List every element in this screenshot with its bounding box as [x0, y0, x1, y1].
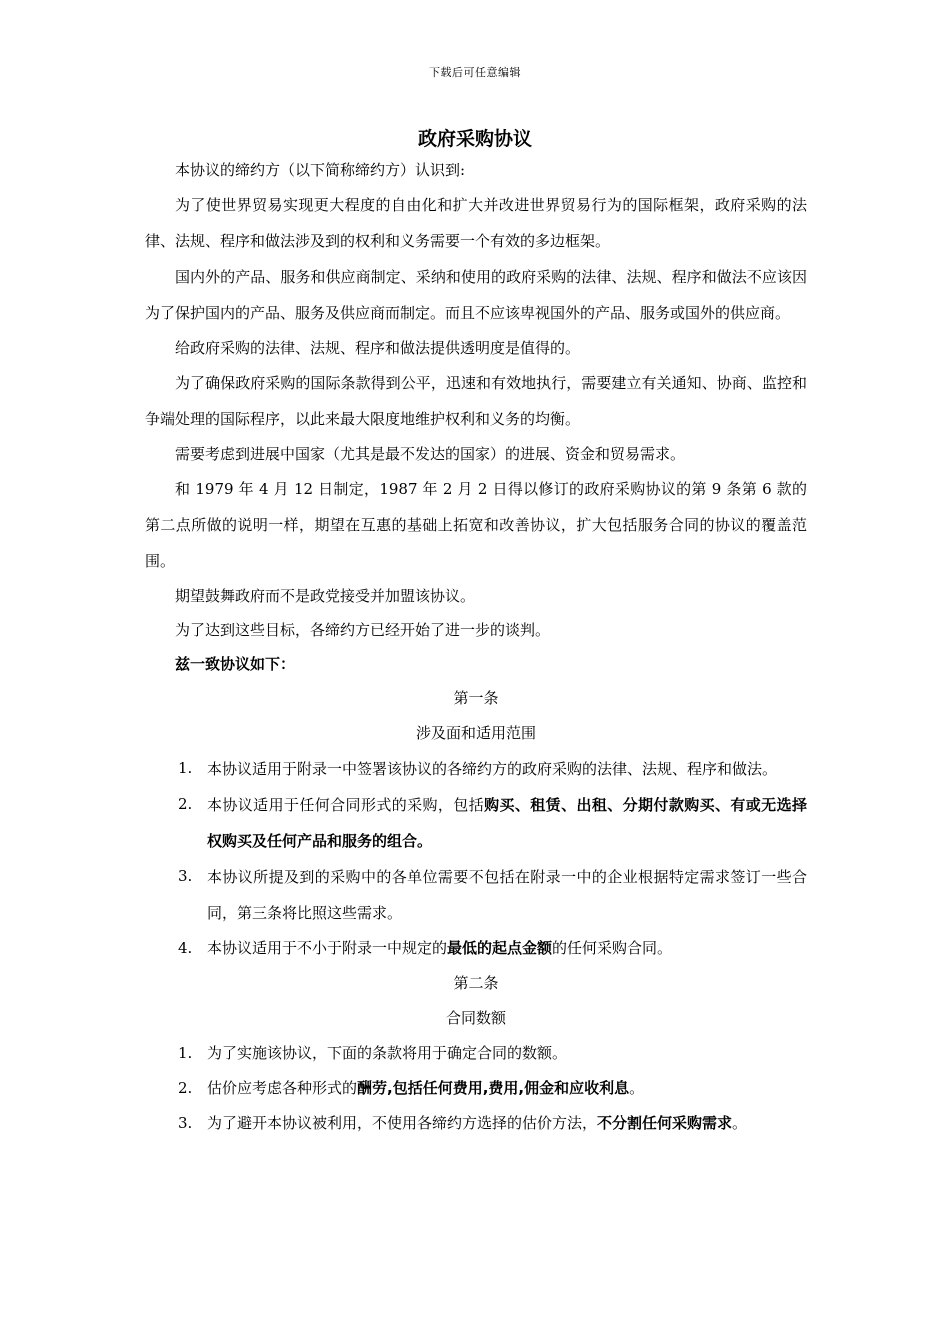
document-title: 政府采购协议	[417, 128, 532, 150]
article-1-clause-4	[145, 931, 807, 966]
preamble-paragraph: 为了确保政府采购的国际条款得到公平，迅速和有效地执行，需要建立有关通知、协商、监控和争端处理的国际程序，以此来最大限度地维护权利和义务的均衡。	[145, 374, 807, 428]
clause-number: 1.	[178, 759, 193, 777]
article-1-clause-1	[145, 751, 807, 787]
clause-text-plain: 的任何采购合同。	[552, 939, 673, 957]
article-2-clause-2	[145, 1071, 807, 1106]
preamble-paragraph: 为了使世界贸易实现更大程度的自由化和扩大并改进世界贸易行为的国际框架，政府采购的法律、法规、程序和做法涉及到的权利和义务需要一个有效的多边框架。	[145, 196, 807, 250]
clause-text	[207, 787, 807, 859]
clause-text-plain: 本协议适用于任何合同形式的采购，包括	[207, 796, 485, 814]
article-1-number: 第一条	[453, 689, 499, 707]
clause-text-bold: 最低的起点金额	[447, 939, 553, 957]
header-note: 下载后可任意编辑	[429, 66, 521, 79]
agreement-line: 兹一致协议如下：	[175, 655, 296, 673]
preamble-paragraph: 需要考虑到进展中国家（尤其是最不发达的国家）的进展、资金和贸易需求。	[175, 445, 686, 463]
clause-text-bold: 购买、租赁、出租、分期付款购买、有或无选择权购买及任何产品和服务的组合。	[207, 796, 807, 850]
clause-text-plain: 为了避开本协议被利用，不使用各缔约方选择的估价方法，	[207, 1114, 598, 1132]
preamble-paragraph: 和 1979 年 4 月 12 日制定，1987 年 2 月 2 日得以修订的政府采购协议的第 9 条第 6 款的第二点所做的说明一样，期望在互惠的基础上拓宽和改善协议，扩大包括服务合同的协议的覆盖范围。	[145, 480, 807, 570]
preamble-paragraph: 为了达到这些目标，各缔约方已经开始了进一步的谈判。	[175, 621, 551, 639]
preamble-intro: 本协议的缔约方（以下简称缔约方）认识到:	[175, 161, 466, 179]
clause-text-plain: 。	[629, 1079, 645, 1097]
clause-text	[207, 1071, 807, 1106]
clause-text-bold: 酬劳,包括任何费用,费用,佣金和应收利息	[357, 1079, 630, 1097]
clause-number: 3.	[178, 867, 193, 885]
article-1-clause-3	[145, 859, 807, 931]
article-1-title: 涉及面和适用范围	[415, 724, 536, 742]
preamble-paragraph: 期望鼓舞政府而不是政党接受并加盟该协议。	[175, 587, 476, 605]
preamble-paragraph: 给政府采购的法律、法规、程序和做法提供透明度是值得的。	[175, 339, 581, 357]
clause-text-plain: 本协议适用于不小于附录一中规定的	[207, 939, 448, 957]
clause-number: 1.	[178, 1044, 193, 1062]
clause-number: 3.	[178, 1114, 193, 1132]
clause-text-plain: 估价应考虑各种形式的	[207, 1079, 358, 1097]
clause-text: 本协议适用于附录一中签署该协议的各缔约方的政府采购的法律、法规、程序和做法。	[207, 760, 778, 778]
clause-text: 本协议所提及到的采购中的各单位需要不包括在附录一中的企业根据特定需求签订一些合同，第三条将比照这些需求。	[207, 868, 807, 922]
clause-number: 2.	[178, 1079, 193, 1097]
clause-text: 为了实施该协议，下面的条款将用于确定合同的数额。	[207, 1044, 568, 1062]
article-2-title: 合同数额	[445, 1009, 506, 1027]
preamble-paragraph: 国内外的产品、服务和供应商制定、采纳和使用的政府采购的法律、法规、程序和做法不应该因为了保护国内的产品、服务及供应商而制定。而且不应该卑视国外的产品、服务或国外的供应商。	[145, 268, 807, 322]
document-body	[145, 153, 807, 1141]
clause-text-bold: 不分割任何采购需求	[597, 1114, 733, 1132]
clause-number: 2.	[178, 795, 193, 813]
clause-text-plain: 。	[732, 1114, 748, 1132]
clause-text	[207, 931, 807, 966]
clause-text	[207, 1106, 807, 1141]
article-2-clause-1	[145, 1036, 807, 1071]
clause-number: 4.	[178, 939, 193, 957]
article-2-number: 第二条	[453, 974, 499, 992]
article-1-clause-2	[145, 787, 807, 859]
article-2-clause-3	[145, 1106, 807, 1141]
